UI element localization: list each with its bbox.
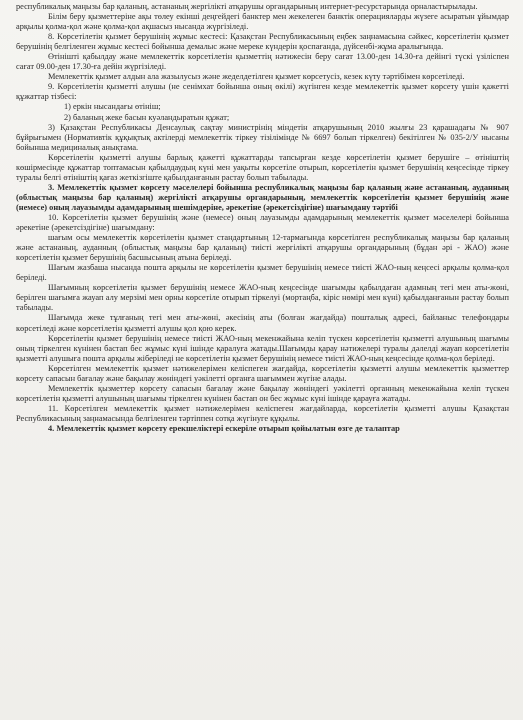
paragraph: 2) баланың жеке басын куәландыратын құжат; [64,112,230,122]
paragraph: 11. Көрсетілген мемлекеттік қызмет нәтижелерімен келіспеген жағдайларда, көрсетілетін қызметті алушы Қазақстан Республикасының заңнамасында белгіленген тәртіппен сотқа жүгінуге құқылы. [16,403,509,423]
paragraph: 3) Қазақстан Республикасы Денсаулық сақтау министрінің міндетін атқарушының 2010 жылғы 23 қарашадағы № 907 бұйрығымен (Нормативтік құқықтық актілерді мемлекеттік тіркеу тізілімінде № 6697 болып тіркелген) бекітілген № 035-2/У нысаны бойынша медициналық анықтама. [16,122,509,152]
paragraph: 10. Көрсетілетін қызмет берушінің және (немесе) оның лауазымды адамдарының мемлекеттік қызмет мәселелері бойынша әрекетіне (әрекетсіздігіне) шағымдану: [16,212,509,233]
paragraph: 9. Көрсетілетін қызметті алушы (не сенімхат бойынша оның өкілі) жүгінген кезде мемлекеттік қызмет көрсету үшін қажетті құжаттар тізбесі: [16,82,509,102]
paragraph: Көрсетілетін қызмет берушінің немесе тиісті ЖАО-ның мекенжайына келіп түскен көрсетілетін қызметті алушының шағымы оның тіркелген күнінен бастап бес жұмыс күні ішінде қаралуға жатады.Шағымды қарау нәтижелері туралы дәлелді жауап көрсетілетін қызметті алушыға пошта арқылы жіберіледі не көрсетілетін қызмет берушінің немесе тиісті ЖАО-ның кеңсесінде қолма-қол беріледі. [16,333,509,363]
paragraph: Мемлекеттік қызмет алдын ала жазылусыз және жеделдетілген қызмет көрсетусіз, кезек күту тәртібімен көрсетіледі. [48,72,465,82]
paragraph: республикалық маңызы бар қаланың, астананың жергілікті атқарушы органдарының интернет-ресурстарында орналастырылады. [16,2,478,11]
paragraph: Шағым жазбаша нысанда пошта арқылы не көрсетілетін қызмет берушінің немесе тиісті ЖАО-ның кеңсесі арқылы қолма-қол беріледі. [16,263,509,283]
paragraph: 1) еркін нысандағы өтініш; [64,102,161,112]
document-body [16,2,509,434]
section-heading: 3. Мемлекеттік қызмет көрсету мәселелері бойынша республикалық маңызы бар қаланың және астананың, ауданның (облыстық маңызы бар қаланың) жергілікті атқарушы органдарының, мемлекеттік көрсетілетін қызмет берушінің және (немесе) оның лауазымды адамдарының шешімдеріне, әрекетіне (әрекетсіздігіне) шағымдану тәртібі [16,182,509,212]
paragraph: Өтінішті қабылдау және мемлекеттік көрсетілетін қызметтің нәтижесін беру сағат 13.00-ден 14.30-ға дейінгі түскі үзіліспен сағат 09.00-ден 17.30-ға дейін жүргізіледі. [16,52,509,72]
paragraph: Білім беру қызметтеріне ақы төлеу екінші деңгейдегі банктер мен жекелеген банктік операцияларды жүзеге асыратын ұйымдар арқылы қолма-қол және қолма-қол ақшасыз нысанда жүргізіледі. [16,12,509,32]
paragraph: Шағымда жеке тұлғаның тегі мен аты-жөні, әкесінің аты (болған жағдайда) пошталық адресі, байланыс телефондары көрсетіледі және көрсетілетін қызметті алушы қол қою керек. [16,313,509,333]
paragraph: Мемлекеттік қызметтер көрсету сапасын бағалау және бақылау жөніндегі уәкілетті органның мекенжайына келіп түскен көрсетілетін қызметті алушының шағымы тіркелген күнінен бастап он бес жұмыс күні ішінде қарауға жатады. [16,383,509,403]
paragraph: шағым осы мемлекеттік көрсетілетін қызмет стандартының 12-тармағында көрсетілген республикалық маңызы бар қаланың және астананың, ауданның (облыстық маңызы бар қаланың) тиісті жергілікті атқарушы органдарының (бұдан әрі - ЖАО) және көрсетілетін қызмет берушінің басшысының атына беріледі. [16,233,509,263]
paragraph: 8. Көрсетілетін қызмет берушінің жұмыс кестесі: Қазақстан Республикасының еңбек заңнамасына сәйкес, көрсетілетін қызмет берушінің белгіленген жұмыс кестесі бойынша демалыс және мереке күндерін қоспағанда, дүйсенбі-жұма аралығында. [16,32,509,52]
paragraph: Көрсетілген мемлекеттік қызмет нәтижелерімен келіспеген жағдайда, көрсетілетін қызметті алушы мемлекеттік қызметтер көрсету сапасын бағалау және бақылау жөніндегі уәкілетті органға шағыммен жүгіне алады. [16,363,509,383]
section-heading: 4. Мемлекеттік қызмет көрсету ерекшеліктері ескеріле отырып қойылатын өзге де талаптар [48,423,400,433]
paragraph: Көрсетілетін қызметті алушы барлық қажетті құжаттарды тапсырған кезде көрсетілетін қызмет берушіге – өтініштің көшірмесінде құжаттар топтамасын қабылдаудың күні мен уақыты көрсетіле отырып, көрсетілетін қызмет берушінің кеңсесінде тіркеу туралы белгі өтініштің қағаз жеткізгіште қабылданғанын растау болып табылады. [16,152,509,182]
paragraph: Шағымның көрсетілетін қызмет берушінің немесе ЖАО-ның кеңсесінде шағымды қабылдаған адамның тегі мен аты-жөні, берілген шағымға жауап алу мерзімі мен орны көрсетіле отырып тіркелуі (мортаңба, кіріс нөмірі мен күні) қабылданғанын растау болып табылады. [16,283,509,313]
